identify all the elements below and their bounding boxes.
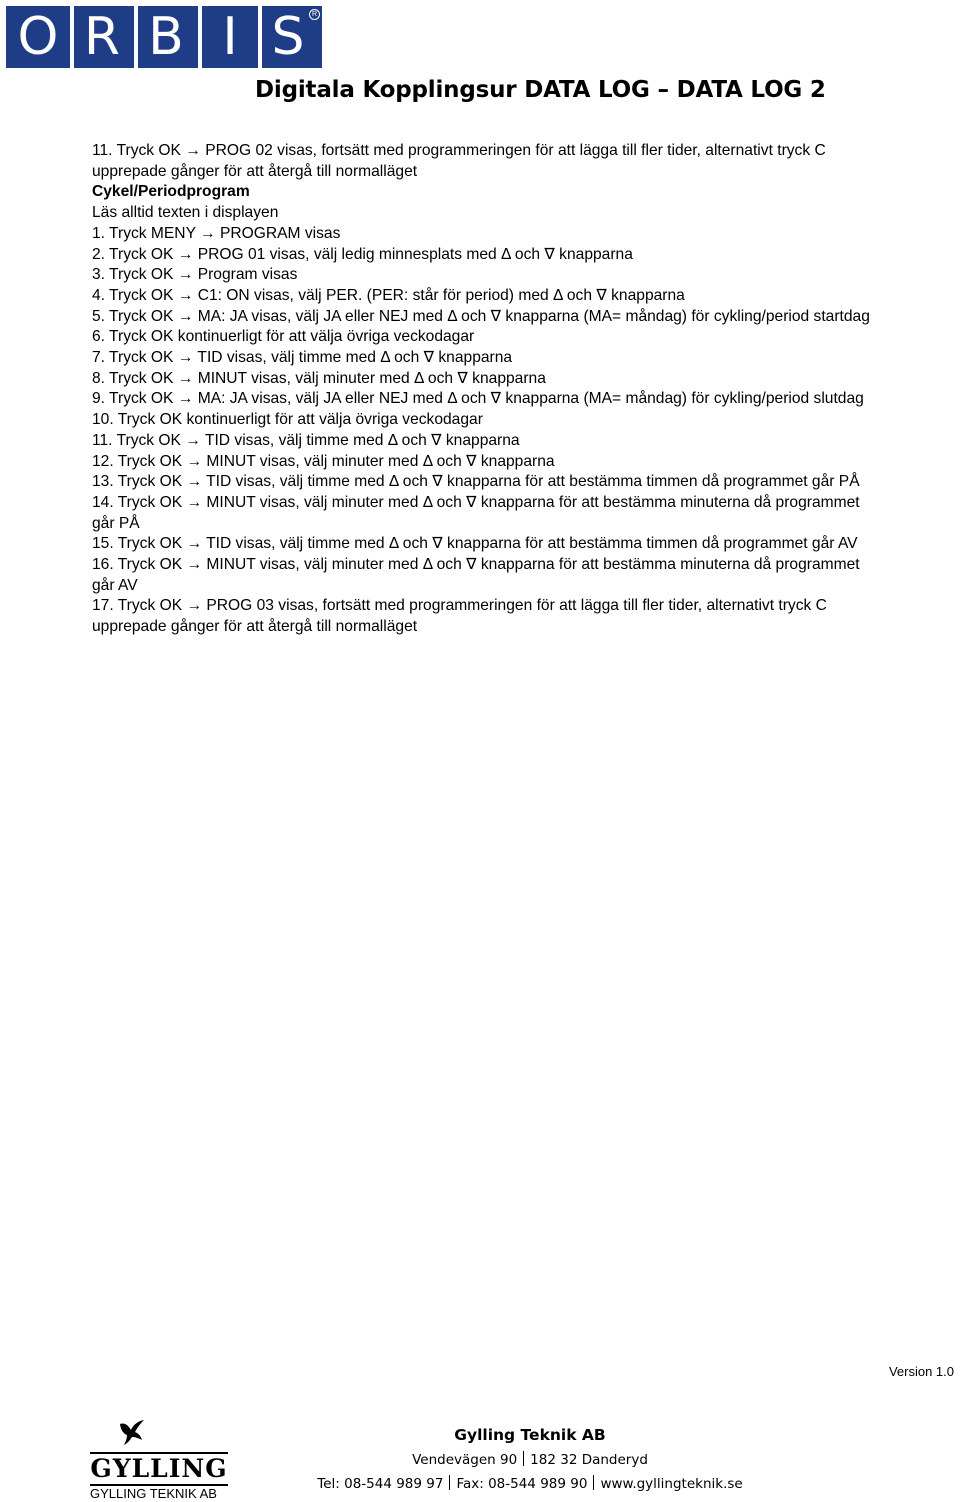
instruction-line: 11. Tryck OK → TID visas, välj timme med Δ och ∇ knapparna [92,431,520,449]
orbis-logo-letters [6,6,322,68]
instruction-line: 13. Tryck OK → TID visas, välj timme med Δ och ∇ knapparna för att bestämma timmen då programmet går PÅ [92,473,860,491]
instruction-line: 6. Tryck OK kontinuerligt för att välja övriga veckodagar [92,328,475,346]
instruction-line: går AV [92,576,138,594]
instruction-line: 16. Tryck OK → MINUT visas, välj minuter med Δ och ∇ knapparna för att bestämma minuterna då programmet [92,556,860,574]
separator [523,1451,524,1466]
orbis-letter-b: B [148,7,184,67]
orbis-letter-o: O [17,7,59,67]
fax-number: Fax: 08-544 989 90 [456,1476,588,1492]
registered-mark-icon: R [309,9,320,20]
instruction-line: 7. Tryck OK → TID visas, välj timme med Δ och ∇ knapparna [92,349,513,367]
gylling-wordmark: GYLLING [90,1454,228,1483]
instruction-line: 14. Tryck OK → MINUT visas, välj minuter med Δ och ∇ knapparna för att bestämma minuterna då programmet [92,493,860,511]
orbis-letter-r: R [83,7,121,67]
instruction-line: upprepade gånger för att återgå till normalläget [92,618,418,636]
logo-divider [70,6,74,68]
company-address [300,1448,760,1472]
orbis-letter-i: I [222,7,238,67]
instruction-line: upprepade gånger för att återgå till normalläget [92,162,418,180]
instruction-text [92,141,954,638]
instruction-line: 11. Tryck OK → PROG 02 visas, fortsätt med programmeringen för att lägga till fler tider, alternativt tryck C [92,142,826,159]
company-info [300,1422,760,1496]
address-city: 182 32 Danderyd [530,1452,648,1468]
bird-icon [116,1418,146,1446]
logo-divider [198,6,202,68]
instruction-line: 2. Tryck OK → PROG 01 visas, välj ledig minnesplats med Δ och ∇ knapparna [92,245,633,263]
instruction-line: Läs alltid texten i displayen [92,204,279,222]
instruction-line: 1. Tryck MENY → PROGRAM visas [92,224,341,242]
company-name: Gylling Teknik AB [454,1426,606,1444]
address-street: Vendevägen 90 [412,1452,518,1468]
instruction-line: 9. Tryck OK → MA: JA visas, välj JA eller NEJ med Δ och ∇ knapparna (MA= måndag) för cykling/period slutdag [92,390,864,408]
separator [593,1475,594,1490]
separator [449,1475,450,1490]
instruction-line: 10. Tryck OK kontinuerligt för att välja övriga veckodagar [92,411,483,429]
phone-number: Tel: 08-544 989 97 [317,1476,444,1492]
orbis-logo [6,6,322,68]
website-link[interactable]: www.gyllingteknik.se [600,1476,743,1492]
instruction-line: går PÅ [92,514,140,532]
instruction-line: Cykel/Periodprogram [92,183,250,201]
company-contact [300,1472,760,1496]
logo-divider [134,6,138,68]
instruction-line: 8. Tryck OK → MINUT visas, välj minuter med Δ och ∇ knapparna [92,369,546,387]
gylling-logo-subtitle: GYLLING TEKNIK AB [90,1486,217,1501]
instruction-line: 3. Tryck OK → Program visas [92,266,298,284]
instruction-line: 15. Tryck OK → TID visas, välj timme med Δ och ∇ knapparna för att bestämma timmen då programmet går AV [92,535,858,553]
version-label: Version 1.0 [888,1364,954,1379]
instruction-line: 12. Tryck OK → MINUT visas, välj minuter med Δ och ∇ knapparna [92,452,555,470]
gylling-logo [90,1418,230,1502]
instruction-line: 5. Tryck OK → MA: JA visas, välj JA eller NEJ med Δ och ∇ knapparna (MA= måndag) för cykling/period startdag [92,307,870,325]
instruction-line: 17. Tryck OK → PROG 03 visas, fortsätt med programmeringen för att lägga till fler tider, alternativt tryck C [92,597,827,615]
orbis-letter-s: S [271,7,305,67]
document-title: Digitala Kopplingsur DATA LOG – DATA LOG 2 [255,77,826,103]
instruction-line: 4. Tryck OK → C1: ON visas, välj PER. (PER: står för period) med Δ och ∇ knapparna [92,286,685,304]
